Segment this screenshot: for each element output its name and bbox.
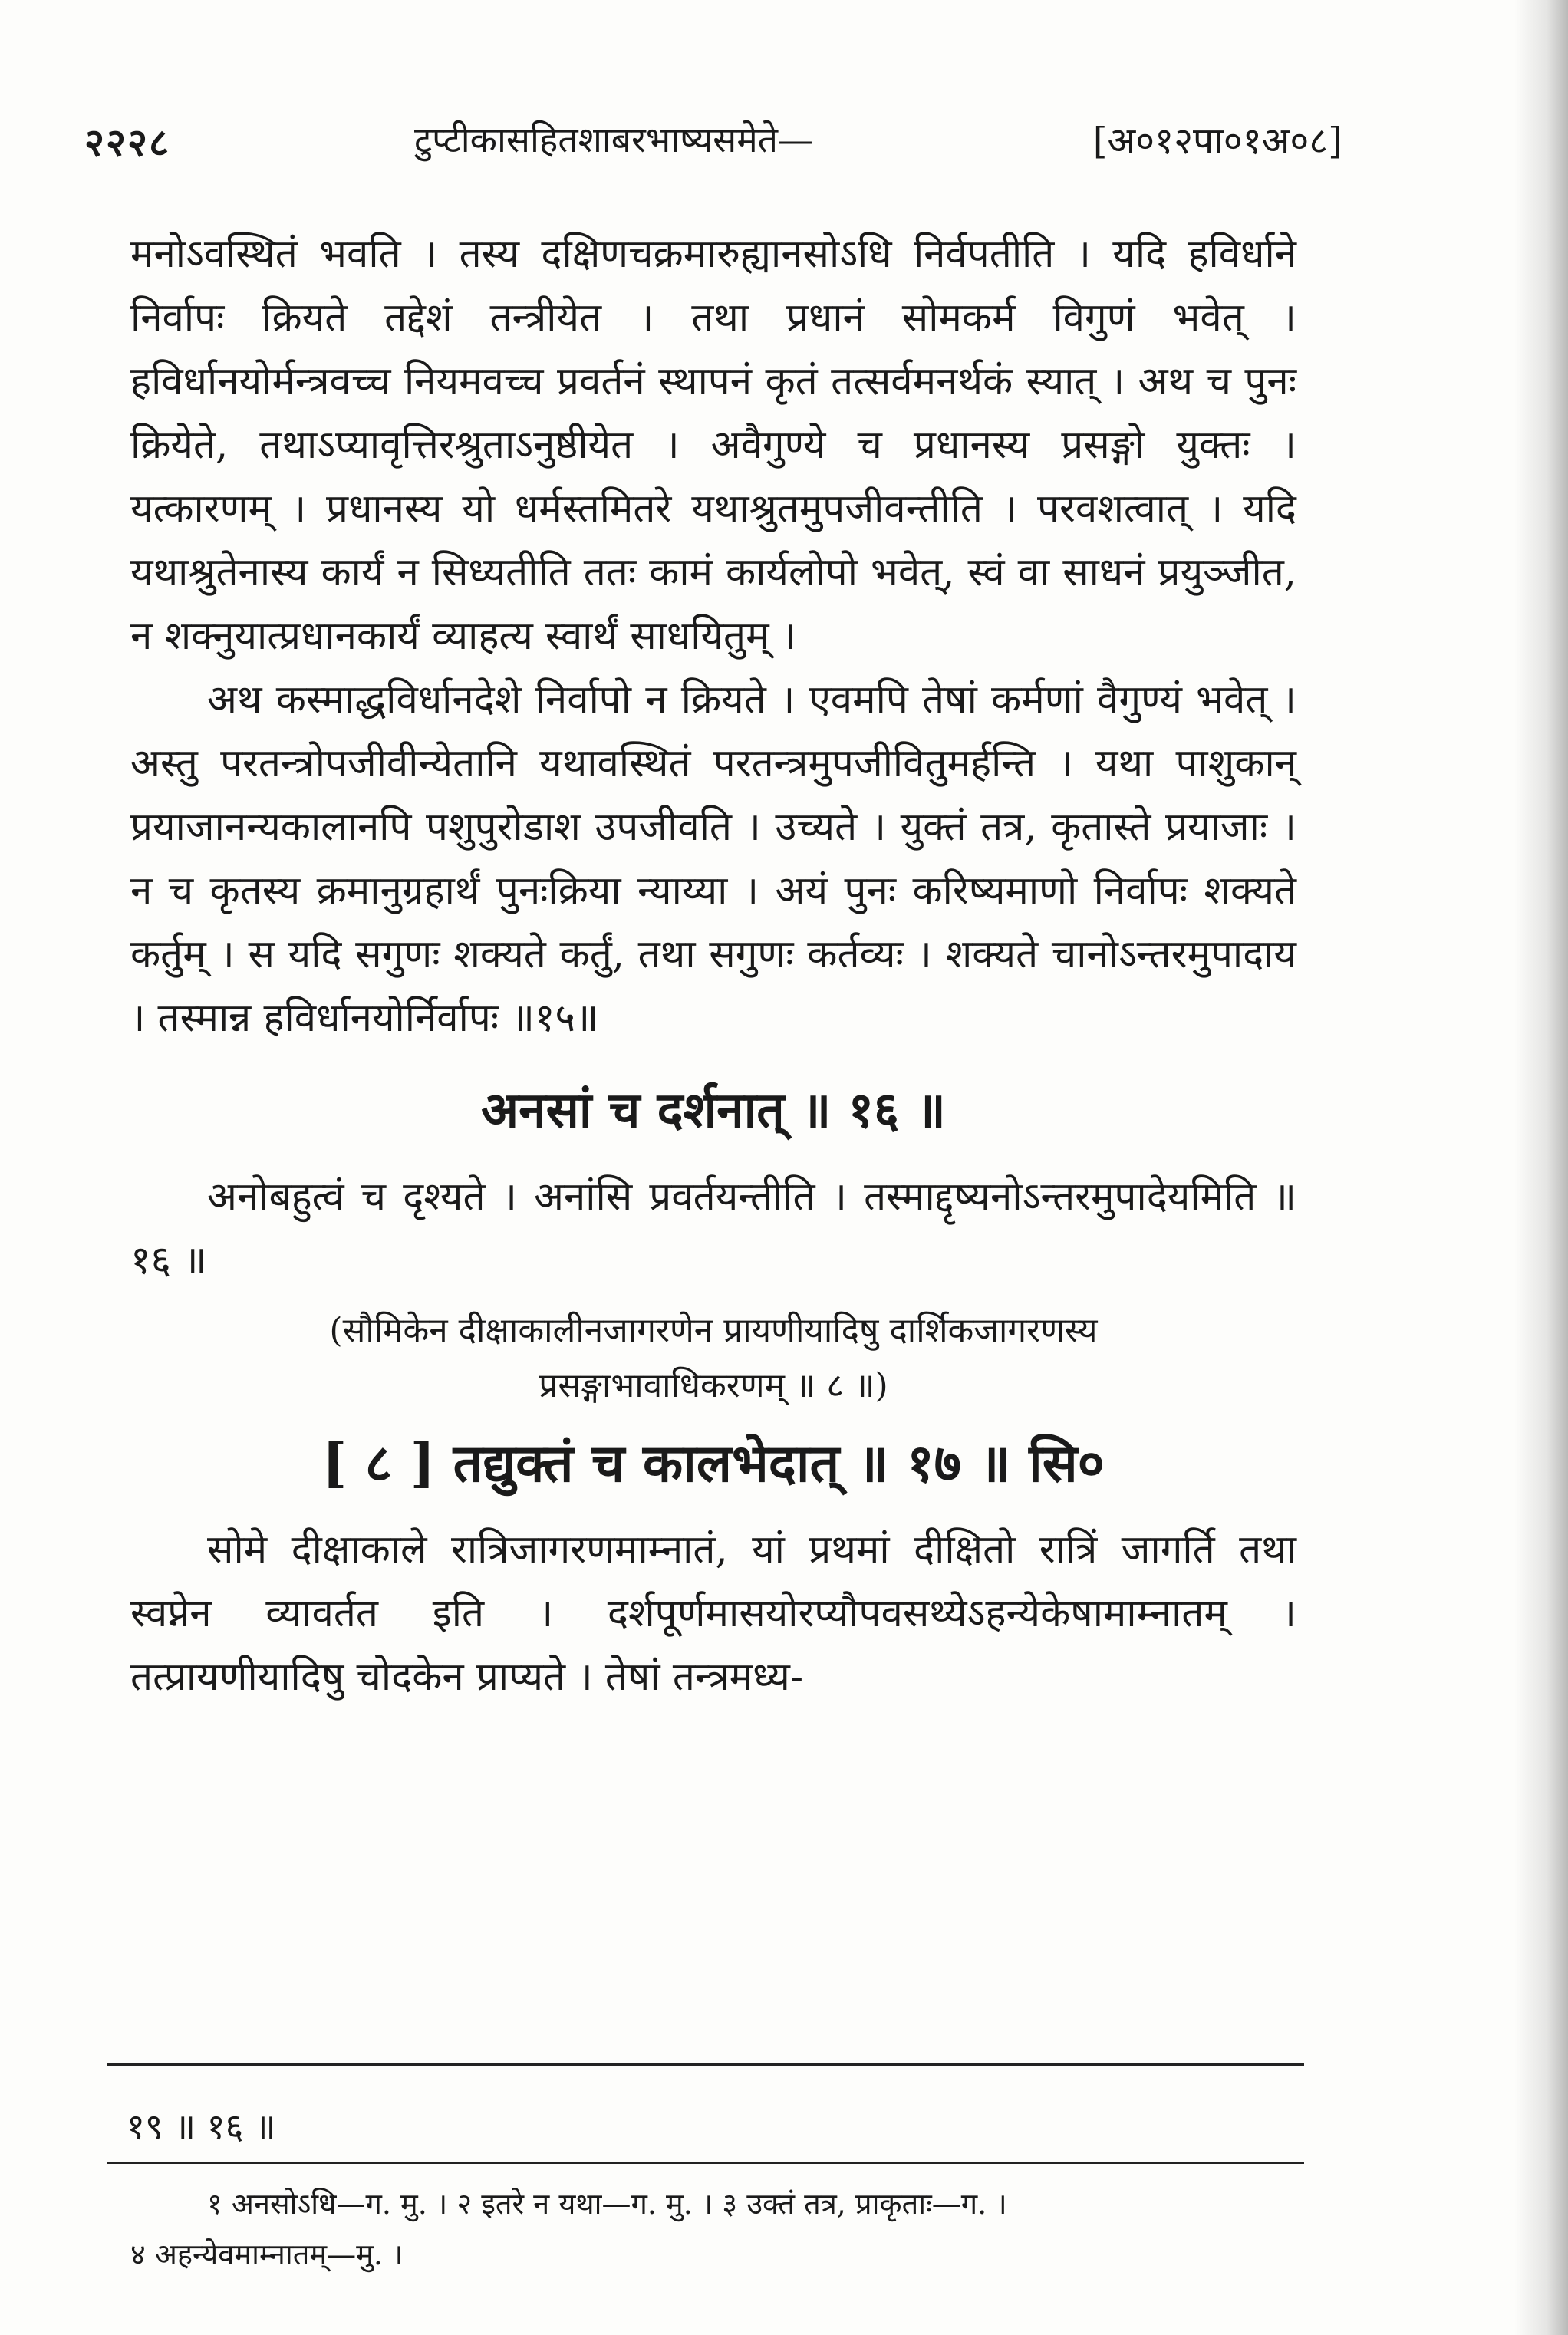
adhikarana-title <box>130 1303 1296 1414</box>
footnote-line-2: ४ अहन्येवमाम्नातम्—मु. । <box>130 2238 404 2271</box>
verse-number-line: १९ ॥ १६ ॥ <box>127 2106 276 2147</box>
adhikarana-title-line-1: (सौमिकेन दीक्षाकालीनजागरणेन प्रायणीयादिषु दार्शिकजागरणस्य <box>329 1311 1098 1350</box>
commentary-paragraph-3: अनोबहुत्वं च दृश्यते । अनांसि प्रवर्तयन्तीति । तस्माद्दृष्यनोऽन्तरमुपादेयमिति ॥ १६ ॥ <box>130 1174 1296 1283</box>
sutra-16: अनसां च दर्शनात् ॥ १६ ॥ <box>481 1082 946 1139</box>
commentary-paragraph-4: सोमे दीक्षाकाले रात्रिजागरणमाम्नातं, यां प्रथमां दीक्षितो रात्रिं जागर्ति तथा स्वप्नेन व्यावर्तत इति । दर्शपूर्णमासयोरप्यौपवसथ्येऽहन्येकेषामाम्नातम् । तत्प्रायणीयादिषु चोदकेन प्राप्यते । तेषां तन्त्रमध्य- <box>130 1527 1296 1700</box>
sutra-17: [ ८ ] तद्युक्तं च कालभेदात् ॥ १७ ॥ सि० <box>321 1433 1105 1494</box>
commentary-paragraph-2: अथ कस्माद्धविर्धानदेशे निर्वापो न क्रियते । एवमपि तेषां कर्मणां वैगुण्यं भवेत् । अस्तु परतन्त्रोपजीवीन्येतानि यथावस्थितं परतन्त्रमुपजीवितुमर्हन्ति । यथा पाशुकान् प्रयाजानन्यकालानपि पशुपुरोडाश उपजीवति । उच्यते । युक्तं तत्र, कृतास्ते प्रयाजाः । न च कृतस्य क्रमानुग्रहार्थं पुनःक्रिया न्याय्या । अयं पुनः करिष्यमाणो निर्वापः शक्यते कर्तुम् । स यदि सगुणः शक्यते कर्तुं, तथा सगुणः कर्तव्यः । शक्यते चानोऽन्तरमुपादाय । तस्मान्न हविर्धानयोर्निर्वापः ॥१५॥ <box>130 677 1296 1041</box>
page-header <box>84 115 1342 176</box>
commentary-paragraph-1: मनोऽवस्थितं भवति । तस्य दक्षिणचक्रमारुह्यानसोऽधि निर्वपतीति । यदि हविर्धाने निर्वापः क्रियते तद्देशं तन्त्रीयेत । तथा प्रधानं सोमकर्म विगुणं भवेत् । हविर्धानयोर्मन्त्रवच्च नियमवच्च प्रवर्तनं स्थापनं कृतं तत्सर्वमनर्थकं स्यात् । अथ च पुनः क्रियेते, तथाऽप्यावृत्तिरश्रुताऽनुष्ठीयेत । अवैगुण्ये च प्रधानस्य प्रसङ्गो युक्तः । यत्कारणम् । प्रधानस्य यो धर्मस्तमितरे यथाश्रुतमुपजीवन्तीति । परवशत्वात् । यदि यथाश्रुतेनास्य कार्यं न सिध्यतीति ततः कामं कार्यलोपो भवेत्, स्वं वा साधनं प्रयुञ्जीत, न शक्नुयात्प्रधानकार्यं व्याहत्य स्वार्थं साधयितुम् । <box>130 232 1296 659</box>
footnote-line-1: १ अनसोऽधि—ग. मु. । २ इतरे न यथा—ग. मु. । ३ उक्तं तत्र, प्राकृताः—ग. । <box>207 2187 1007 2221</box>
running-title: टुप्टीकासहितशाबरभाष्यसमेते— <box>414 119 813 160</box>
footnote-separator-bottom <box>107 2162 1304 2164</box>
page-number: २२२८ <box>84 120 170 165</box>
footnote-separator-top <box>107 2063 1304 2066</box>
footnotes <box>130 2179 1327 2280</box>
adhikarana-title-line-2: प्रसङ्गाभावाधिकरणम् ॥ ८ ॥) <box>539 1366 888 1405</box>
page-edge-shadow <box>1514 0 1568 2335</box>
chapter-reference: [अ०१२पा०१अ०८] <box>1092 120 1342 163</box>
main-text <box>130 222 1296 1709</box>
